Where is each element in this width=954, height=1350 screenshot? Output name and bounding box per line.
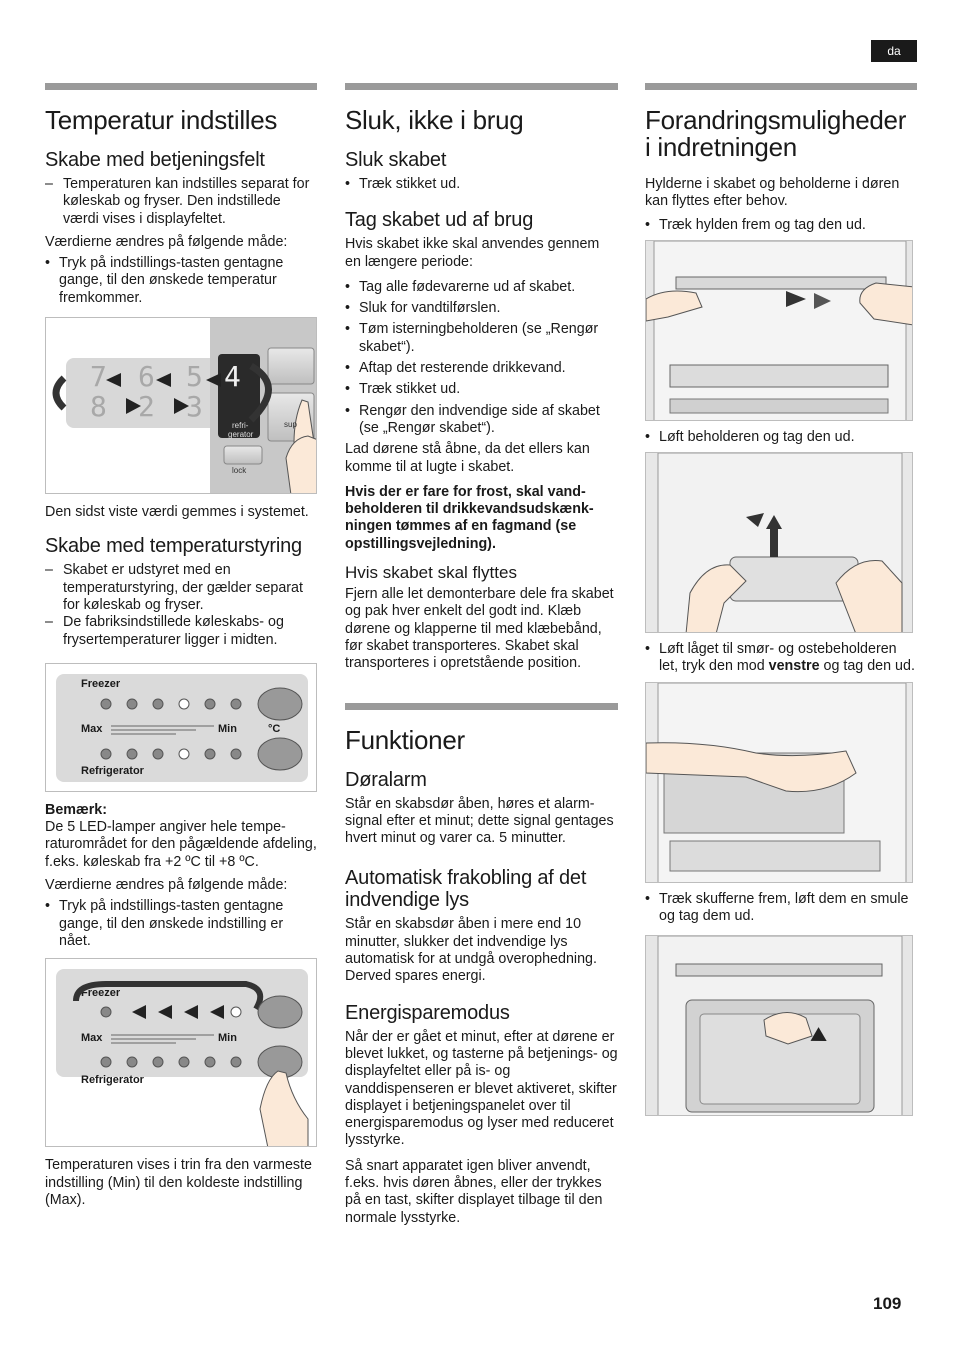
list-item: • Sluk for vandtilførslen. [345, 300, 618, 317]
section-rule [345, 83, 618, 90]
column-switch-off [345, 83, 618, 1227]
list-item: • Tag alle fødevarerne ud af skabet. [345, 279, 618, 296]
control-panel-illustration [45, 317, 317, 494]
digit-bottom-3: 3 [186, 390, 203, 424]
list-item: • Træk stikket ud. [345, 176, 618, 193]
frost-warning: Hvis der er fare for frost, skal vandbeholderen til drikkevandsudskænkningen tømmes af en fagmand (se opstillingsvejledning). [345, 483, 594, 552]
bullet-list [45, 898, 317, 950]
list-item [645, 641, 917, 676]
list-item: – Skabet er udstyret med en temperaturstyring, der gælder separat for køleskab og fryser. [45, 562, 317, 614]
button-label-lock: lock [232, 466, 247, 476]
bullet-list [645, 891, 917, 926]
emphasis: venstre [768, 658, 820, 675]
paragraph: Værdierne ændres på følgende måde: [45, 877, 288, 894]
subheading-control-panel: Skabe med betjeningsfelt [45, 149, 265, 171]
list-item: • Træk stikket ud. [345, 381, 618, 398]
digit-top-2: 6 [138, 360, 155, 394]
bullet-list [645, 217, 917, 234]
panel-max-label: Max [81, 1032, 103, 1045]
paragraph: Værdierne ændres på følgende måde: [45, 233, 288, 250]
bullet-list [645, 641, 917, 676]
butter-compartment-illustration [645, 682, 913, 883]
subheading-auto-light-off: Automatisk frakobling af det indvendige lys [345, 867, 587, 912]
list-item: • Rengør den indvendige side af skabet (se „Rengør skabet“). [345, 403, 618, 438]
digit-top-3: 5 [186, 360, 203, 394]
paragraph: Så snart apparatet igen bliver anvendt, f.eks. hvis døren åbnes, eller der trykkes på en tast, skifter displayet tilbage til den normale lysstyrke. [345, 1157, 603, 1226]
list-item: • Træk skufferne frem, løft dem en smule og tag dem ud. [645, 891, 917, 926]
drawer-removal-illustration [645, 935, 913, 1116]
subheading-switch-off: Sluk skabet [345, 149, 447, 171]
section-title: Forandringsmuligheder i indretningen [645, 105, 907, 162]
paragraph: Står en skabsdør åben, høres et alarmsignal efter et minut; dette signal gentages hvert minut og varer ca. 5 minutter. [345, 795, 614, 847]
text: Løft låget til smør- og ostebeholderen let, tryk den mod [659, 641, 897, 675]
panel-refrigerator-label: Refrigerator [81, 1074, 144, 1087]
list-item: – De fabriksindstillede køleskabs- og frysertemperaturer ligger i midten. [45, 614, 317, 649]
list-item: • Tryk på indstillings-tasten gentagne gange, til den ønskede temperatur fremkommer. [45, 255, 317, 307]
paragraph: Lad dørene stå åbne, da det ellers kan komme til at lugte i skabet. [345, 441, 590, 475]
digit-top-4: 4 [224, 360, 241, 394]
note-label: Bemærk: [45, 801, 107, 818]
panel-refrigerator-label: Refrigerator [81, 764, 144, 777]
button-label-refrigerator-2: gerator [228, 430, 254, 440]
subheading-unplug: Tag skabet ud af brug [345, 209, 534, 232]
paragraph: Når der er gået et minut, efter at dørene er blevet lukket, og tasterne på betjenings- og displayfeltet eller på is- og vanddispenseren er blevet aktiveret, skifter displayet i betjeningspanelet over til energisparemodus og lyser med reduceret lysstyrke. [345, 1028, 618, 1149]
bullet-list [345, 176, 618, 193]
temperature-panel-illustration [45, 663, 317, 792]
section-title: Funktioner [345, 724, 465, 755]
paragraph: Står en skabsdør åben i mere end 10 minutter, slukker det indvendige lys automatisk for at undgå overophedning. Derved spares energi. [345, 916, 597, 985]
section-title: Temperatur indstilles [45, 105, 278, 135]
subheading-move: Hvis skabet skal flyttes [345, 563, 517, 583]
panel-min-label: Min [218, 1032, 237, 1045]
subheading-temperature-control: Skabe med temperaturstyring [45, 535, 302, 558]
list-item: • Tryk på indstillings-tasten gentagne gange, til den ønskede indstilling er nået. [45, 898, 317, 950]
panel-min-label: Min [218, 722, 237, 735]
button-label-super: sup [284, 420, 297, 430]
note-text: De 5 LED-lamper angiver hele temperaturområdet for den pågældende afdeling, f.eks. køleskab fra +2 ºC til +8 ºC. [45, 819, 317, 870]
bullet-list [645, 429, 917, 446]
bullet-list [345, 279, 618, 437]
section-title: Sluk, ikke i brug [345, 105, 524, 135]
subheading-energy-saving: Energisparemodus [345, 1001, 510, 1024]
bullet-list [45, 255, 317, 307]
list-item: • Træk hylden frem og tag den ud. [645, 217, 917, 234]
paragraph: Temperaturen vises i trin fra den varmeste indstilling (Min) til den koldeste indstilling (Max). [45, 1157, 312, 1208]
language-tab: da [871, 40, 917, 62]
paragraph: Fjern alle let demonterbare dele fra skabet og pak hver enkelt del godt ind. Klæb dørene og klapperne til med klæbebånd, før skabet transporteres. Skabet skal transporteres i opretstående position. [345, 586, 614, 672]
shelf-removal-illustration [645, 240, 913, 421]
dash-list [45, 562, 317, 648]
section-rule [45, 83, 317, 90]
temperature-panel-press-illustration [45, 958, 317, 1147]
column-interior-changes [645, 83, 917, 1116]
list-item: • Løft beholderen og tag den ud. [645, 429, 917, 446]
page-number: 109 [873, 1294, 902, 1313]
paragraph: Hvis skabet ikke skal anvendes gennem en længere periode: [345, 236, 600, 270]
digit-bottom-1: 8 [90, 390, 107, 424]
button-label-refrigerator-1: refri- [232, 421, 249, 431]
column-temperature [45, 83, 317, 1209]
list-item: – Temperaturen kan indstilles separat for køleskab og fryser. Den indstillede værdi vises i displayfeltet. [45, 176, 317, 228]
text: og tag den ud. [819, 658, 915, 675]
panel-freezer-label: Freezer [81, 987, 121, 1000]
section-rule [345, 703, 618, 710]
list-item: • Aftap det resterende drikkevand. [345, 360, 618, 377]
digit-top-1: 7 [90, 360, 107, 394]
dash-list [45, 176, 317, 228]
panel-max-label: Max [81, 722, 103, 735]
paragraph: Hylderne i skabet og beholderne i døren kan flyttes efter behov. [645, 176, 900, 210]
subheading-door-alarm: Døralarm [345, 768, 427, 791]
list-item: • Tøm isterningbeholderen (se „Rengør skabet“). [345, 321, 618, 356]
digit-bottom-2: 2 [138, 390, 155, 424]
panel-freezer-label: Freezer [81, 677, 121, 690]
section-rule [645, 83, 917, 90]
container-lift-illustration [645, 452, 913, 633]
paragraph: Den sidst viste værdi gemmes i systemet. [45, 504, 309, 521]
panel-unit-label: °C [268, 722, 281, 735]
